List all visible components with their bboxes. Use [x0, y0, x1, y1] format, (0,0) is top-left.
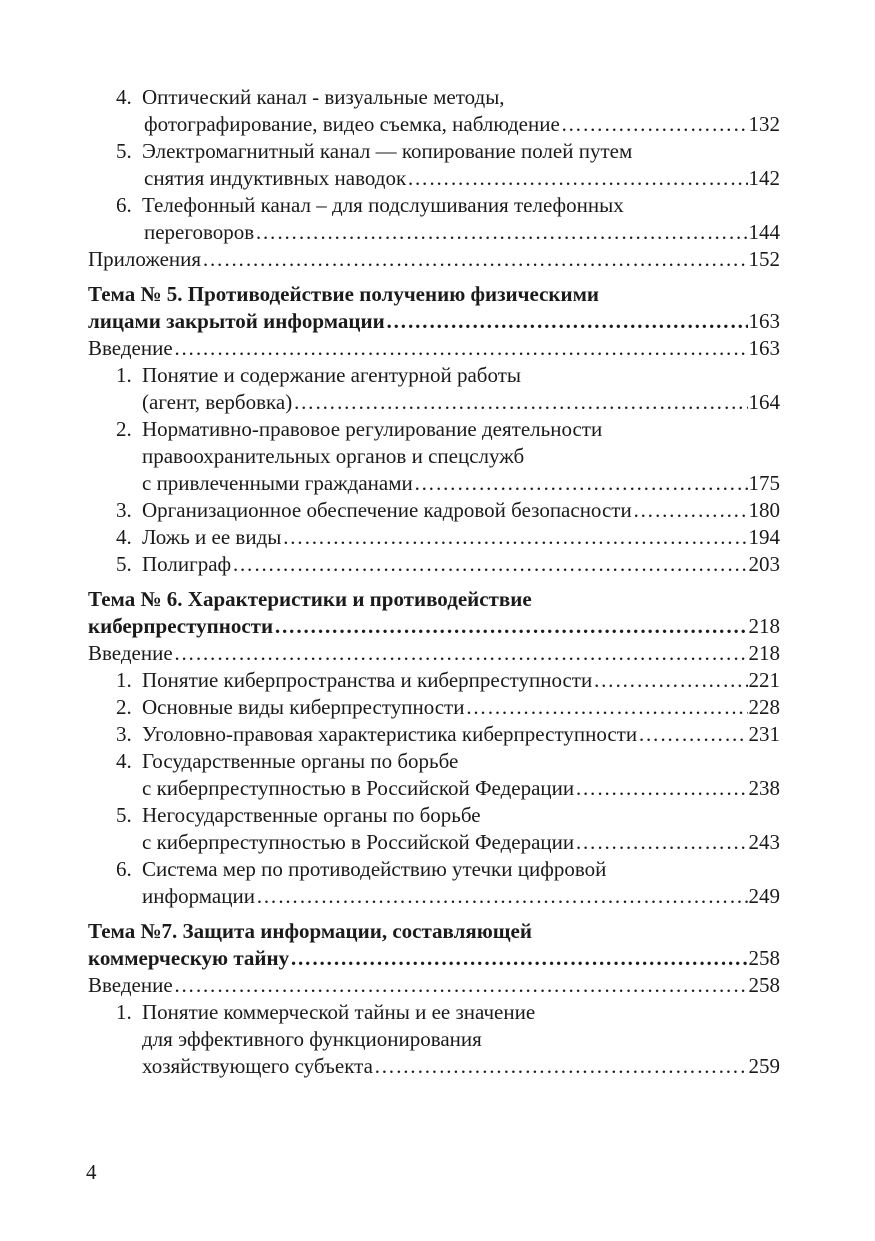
leader-dots [174, 640, 748, 667]
leader-dots [575, 829, 747, 856]
item-text: Понятие коммерческой тайны и ее значение [142, 1000, 536, 1024]
toc-appendix [88, 246, 780, 273]
page-ref: 221 [748, 668, 780, 692]
item-text: Негосударственные органы по борьбе [142, 803, 481, 827]
leader-dots [561, 111, 748, 138]
toc-item [88, 856, 780, 883]
leader-dots [407, 165, 747, 192]
leader-dots [465, 694, 747, 721]
item-text: Полиграф [142, 552, 232, 576]
page-ref: 142 [748, 166, 780, 190]
leader-dots [174, 335, 748, 362]
item-text: с привлеченными гражданами [142, 471, 413, 495]
item-text: Нормативно-правовое регулирование деятельности [142, 417, 603, 441]
item-number: 3. [116, 722, 132, 746]
topic-title: Тема №7. Защита информации, составляющей [88, 919, 532, 943]
item-number: 5. [116, 552, 132, 576]
item-text: Оптический канал - визуальные методы, [142, 85, 505, 109]
item-text: Уголовно-правовая характеристика киберпреступности [142, 722, 638, 746]
page-ref: 218 [748, 641, 780, 665]
toc-item [88, 362, 780, 389]
table-of-contents [88, 84, 780, 1080]
leader-dots [256, 883, 748, 910]
topic-heading-continuation [88, 308, 780, 335]
topic-title: Тема № 5. Противодействие получению физическими [88, 282, 600, 306]
page-ref: 132 [748, 112, 780, 136]
intro-label: Введение [88, 641, 173, 665]
page-ref: 152 [748, 247, 780, 271]
leader-dots [386, 308, 748, 335]
appendix-label: Приложения [88, 247, 202, 271]
toc-item-continuation [88, 775, 780, 802]
toc-item [88, 416, 780, 443]
item-text: переговоров [144, 220, 255, 244]
page-ref: 203 [748, 552, 780, 576]
topic-heading [88, 281, 780, 308]
toc-item-continuation [88, 470, 780, 497]
toc-item-continuation [88, 165, 780, 192]
page-ref: 238 [748, 776, 780, 800]
page-number: 4 [86, 1160, 97, 1184]
item-number: 6. [116, 857, 132, 881]
topic-heading [88, 918, 780, 945]
toc-item [88, 694, 780, 721]
toc-item [88, 667, 780, 694]
toc-intro [88, 335, 780, 362]
page-ref: 243 [748, 830, 780, 854]
toc-item [88, 748, 780, 775]
item-text: для эффективного функционирования [142, 1027, 482, 1051]
toc-item [88, 802, 780, 829]
item-text: правоохранительных органов и спецслужб [142, 444, 525, 468]
toc-item-continuation [88, 829, 780, 856]
toc-item-continuation [88, 443, 780, 470]
leader-dots [414, 470, 748, 497]
leader-dots [633, 497, 748, 524]
item-text: Понятие киберпространства и киберпреступности [142, 668, 593, 692]
toc-item-continuation [88, 1053, 780, 1080]
page-ref: 228 [748, 695, 780, 719]
item-text: хозяйствующего субъекта [142, 1054, 373, 1078]
item-number: 4. [116, 525, 132, 549]
item-text: Ложь и ее виды [142, 525, 282, 549]
toc-item-continuation [88, 389, 780, 416]
item-text: (агент, вербовка) [142, 390, 293, 414]
item-number: 1. [116, 668, 132, 692]
topic-title: коммерческую тайну [88, 946, 290, 970]
page-ref: 218 [748, 614, 780, 638]
item-text: Система мер по противодействию утечки цифровой [142, 857, 607, 881]
page-ref: 175 [748, 471, 780, 495]
page-ref: 144 [748, 220, 780, 244]
toc-item [88, 551, 780, 578]
item-text: Организационное обеспечение кадровой безопасности [142, 498, 632, 522]
leader-dots [290, 945, 747, 972]
item-number: 1. [116, 363, 132, 387]
leader-dots [575, 775, 747, 802]
item-number: 3. [116, 498, 132, 522]
intro-label: Введение [88, 336, 173, 360]
leader-dots [274, 613, 747, 640]
leader-dots [255, 219, 747, 246]
leader-dots [202, 246, 747, 273]
item-text: Электромагнитный канал — копирование полей путем [142, 139, 633, 163]
leader-dots [293, 389, 747, 416]
item-number: 4. [116, 85, 132, 109]
page-ref: 163 [748, 309, 780, 333]
item-number: 4. [116, 749, 132, 773]
page-ref: 249 [748, 884, 780, 908]
item-number: 5. [116, 803, 132, 827]
page-ref: 180 [748, 498, 780, 522]
topic-title: Тема № 6. Характеристики и противодействие [88, 587, 532, 611]
item-text: Основные виды киберпреступности [142, 695, 465, 719]
toc-item [88, 721, 780, 748]
item-text: Понятие и содержание агентурной работы [142, 363, 521, 387]
topic-heading-continuation [88, 945, 780, 972]
item-number: 2. [116, 695, 132, 719]
page-ref: 164 [748, 390, 780, 414]
page-ref: 258 [748, 973, 780, 997]
leader-dots [232, 551, 747, 578]
leader-dots [282, 524, 747, 551]
item-number: 1. [116, 1000, 132, 1024]
toc-intro [88, 640, 780, 667]
item-text: информации [142, 884, 255, 908]
toc-item [88, 138, 780, 165]
toc-item [88, 524, 780, 551]
page-ref: 163 [748, 336, 780, 360]
item-number: 2. [116, 417, 132, 441]
item-text: фотографирование, видео съемка, наблюдение [144, 112, 560, 136]
leader-dots [374, 1053, 748, 1080]
topic-heading-continuation [88, 613, 780, 640]
item-number: 6. [116, 193, 132, 217]
toc-item [88, 999, 780, 1026]
toc-item [88, 192, 780, 219]
item-text: Государственные органы по борьбе [142, 749, 459, 773]
leader-dots [638, 721, 747, 748]
item-text: с киберпреступностью в Российской Федерации [142, 830, 575, 854]
page-ref: 259 [748, 1054, 780, 1078]
toc-item-continuation [88, 219, 780, 246]
topic-title: лицами закрытой информации [88, 309, 385, 333]
toc-item-continuation [88, 883, 780, 910]
topic-title: киберпреступности [88, 614, 274, 638]
toc-item-continuation [88, 111, 780, 138]
toc-intro [88, 972, 780, 999]
page-ref: 231 [748, 722, 780, 746]
item-text: Телефонный канал – для подслушивания телефонных [142, 193, 624, 217]
item-text: снятия индуктивных наводок [144, 166, 407, 190]
leader-dots [174, 972, 748, 999]
topic-heading [88, 586, 780, 613]
leader-dots [593, 667, 747, 694]
toc-item-continuation [88, 1026, 780, 1053]
item-text: с киберпреступностью в Российской Федерации [142, 776, 575, 800]
intro-label: Введение [88, 973, 173, 997]
item-number: 5. [116, 139, 132, 163]
page-ref: 258 [748, 946, 780, 970]
page-ref: 194 [748, 525, 780, 549]
toc-item [88, 84, 780, 111]
toc-item [88, 497, 780, 524]
